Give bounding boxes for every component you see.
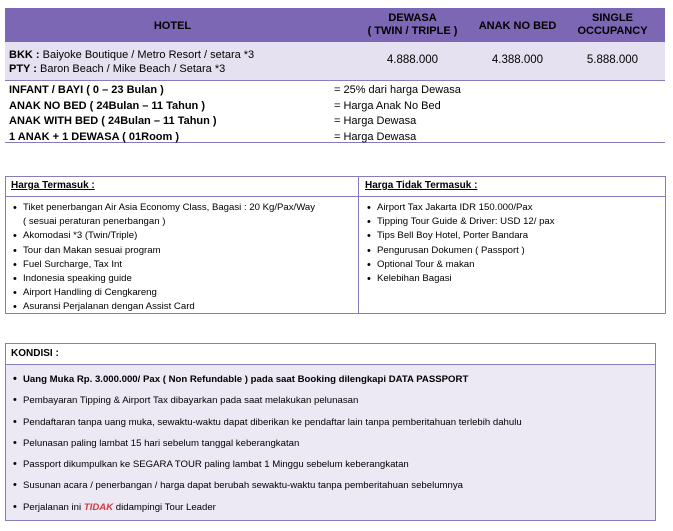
hotel-row xyxy=(5,42,665,81)
list-item: • Asuransi Perjalanan dengan Assist Card xyxy=(13,300,353,314)
list-item: • Susunan acara / penerbangan / harga dapat berubah sewaktu-waktu tanpa pemberitahuan sebelumnya xyxy=(13,475,653,496)
child-rate-label: 1 ANAK + 1 DEWASA ( 01Room ) xyxy=(9,130,180,143)
list-item: • Tour dan Makan sesuai program xyxy=(13,244,353,258)
conditions-panel xyxy=(5,364,656,521)
list-item: • Uang Muka Rp. 3.000.000/ Pax ( Non Refundable ) pada saat Booking dilengkapi DATA PASSPORT xyxy=(13,369,653,390)
list-item: • Optional Tour & makan xyxy=(367,258,662,272)
child-rate-value: = Harga Dewasa xyxy=(334,130,417,143)
excluded-title: Harga Tidak Termasuk : xyxy=(365,180,478,191)
conditions-list xyxy=(13,369,653,518)
child-rates xyxy=(5,80,665,143)
conditions-title-box xyxy=(5,343,656,365)
tidak-emphasis: TIDAK xyxy=(83,501,114,513)
list-item: • Tipping Tour Guide & Driver: USD 12/ pax xyxy=(367,215,662,229)
list-item: • Kelebihan Bagasi xyxy=(367,272,662,286)
child-rate-label: INFANT / BAYI ( 0 – 23 Bulan ) xyxy=(9,84,164,96)
inclusions-panel xyxy=(5,176,666,314)
price-anak-no-bed: 4.388.000 xyxy=(491,54,544,66)
price-dewasa: 4.888.000 xyxy=(386,54,439,66)
hotel-bkk: BKK : Baiyoke Boutique / Metro Resort / setara *3 xyxy=(9,49,255,61)
header-hotel: HOTEL xyxy=(153,20,192,32)
hotel-price-table xyxy=(5,8,665,156)
child-rate-label: ANAK WITH BED ( 24Bulan – 11 Tahun ) xyxy=(9,115,217,127)
child-rate-value: = Harga Dewasa xyxy=(334,115,417,127)
list-item: • Fuel Surcharge, Tax Int xyxy=(13,258,353,272)
child-rate-value: = Harga Anak No Bed xyxy=(334,99,441,112)
child-rate-value: = 25% dari harga Dewasa xyxy=(334,84,461,96)
list-item: • Airport Handling di Cengkareng xyxy=(13,286,353,300)
list-item: • Airport Tax Jakarta IDR 150.000/Pax xyxy=(367,201,662,215)
list-item: • Pembayaran Tipping & Airport Tax dibayarkan pada saat melakukan pelunasan xyxy=(13,390,653,411)
list-item: • Passport dikumpulkan ke SEGARA TOUR paling lambat 1 Minggu sebelum keberangkatan xyxy=(13,454,653,475)
price-single: 5.888.000 xyxy=(586,54,639,66)
list-item: • Pelunasan paling lambat 15 hari sebelum tanggal keberangkatan xyxy=(13,433,653,454)
excluded-list xyxy=(367,201,662,286)
included-list xyxy=(13,201,353,315)
list-item: • Pendaftaran tanpa uang muka, sewaktu-waktu dapat diberikan ke pendaftar lain tanpa pemberitahuan terlebih dahulu xyxy=(13,412,653,433)
list-item-tidak: • Perjalanan ini TIDAK didampingi Tour Leader xyxy=(13,497,653,518)
header-single: SINGLE OCCUPANCY xyxy=(577,12,648,37)
conditions-title: KONDISI : xyxy=(11,348,59,359)
list-item: • Akomodasi *3 (Twin/Triple) xyxy=(13,229,353,243)
list-item: • Pengurusan Dokumen ( Passport ) xyxy=(367,244,662,258)
list-item: • Tips Bell Boy Hotel, Porter Bandara xyxy=(367,229,662,243)
included-title: Harga Termasuk : xyxy=(11,180,95,191)
table-header xyxy=(5,8,665,42)
list-item: • Tiket penerbangan Air Asia Economy Class, Bagasi : 20 Kg/Pax/Way xyxy=(13,201,353,215)
list-item: • Indonesia speaking guide xyxy=(13,272,353,286)
list-item: ( sesuai peraturan penerbangan ) xyxy=(23,216,166,228)
header-anak-no-bed: ANAK NO BED xyxy=(478,20,557,32)
hotel-pty: PTY : Baron Beach / Mike Beach / Setara *3 xyxy=(9,63,226,75)
header-dewasa: DEWASA ( TWIN / TRIPLE ) xyxy=(367,12,458,37)
child-rate-label: ANAK NO BED ( 24Bulan – 11 Tahun ) xyxy=(9,99,205,112)
